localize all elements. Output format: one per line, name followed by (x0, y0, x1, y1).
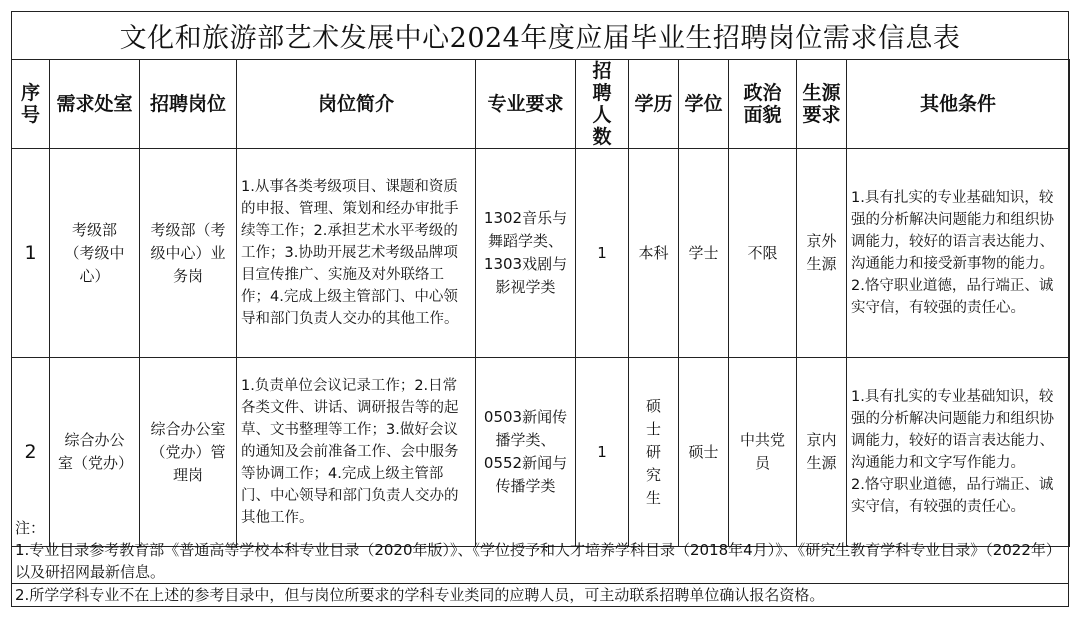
header-cell: 学位 (679, 60, 729, 149)
note-2: 2.所学学科专业不在上述的参考目录中，但与岗位所要求的学科专业类同的应聘人员，可主动联系招聘单位确认报名资格。 (11, 583, 1069, 606)
degree-cell: 硕士 (679, 358, 729, 547)
count-cell: 1 (576, 149, 629, 358)
political-cell: 不限 (729, 149, 797, 358)
table-header-row (12, 60, 1070, 149)
other-condition-2: 2.恪守职业道德，品行端正、诚实守信，有较强的责任心。 (851, 278, 1054, 316)
notes-label: 注： (15, 519, 46, 537)
header-cell: 政治面貌 (729, 60, 797, 149)
origin-cell: 京外生源 (797, 149, 847, 358)
recruitment-table (11, 59, 1070, 547)
header-cell: 学历 (629, 60, 679, 149)
notes-section (11, 515, 1069, 607)
other-condition-1: 1.具有扎实的专业基础知识，较强的分析解决问题能力和组织协调能力，较好的语言表达能力、沟通能力和文字写作能力。 (851, 389, 1054, 471)
note-1: 1.专业目录参考教育部《普通高等学校本科专业目录（2020年版）》、《学位授予和人才培养学科目录（2018年4月）》、《研究生教育学科专业目录》（2022年）以及研招网最新信息。 (15, 541, 1061, 581)
other-condition-1: 1.具有扎实的专业基础知识，较强的分析解决问题能力和组织协调能力，较好的语言表达能力、沟通能力和接受新事物的能力。 (851, 190, 1054, 272)
origin-cell: 京内生源 (797, 358, 847, 547)
post-cell: 综合办公室（党办）管理岗 (140, 358, 237, 547)
desc-cell: 1.从事各类考级项目、课题和资质的申报、管理、策划和经办审批手续等工作；2.承担艺术水平考级的工作；3.协助开展艺术考级品牌项目宣传推广、实施及对外联络工作；4.完成上级主管部门、中心领导和部门负责人交办的其他工作。 (237, 149, 476, 358)
desc-cell: 1.负责单位会议记录工作；2.日常各类文件、讲话、调研报告等的起草、文书整理等工作；3.做好会议的通知及会前准备工作、会中服务等协调工作；4.完成上级主管部门、中心领导和部门负责人交办的其他工作。 (237, 358, 476, 547)
other-condition-2: 2.恪守职业道德，品行端正、诚实守信，有较强的责任心。 (851, 477, 1054, 515)
dept-cell: 综合办公室（党办） (50, 358, 140, 547)
header-cell: 其他条件 (847, 60, 1070, 149)
table-row (12, 149, 1070, 358)
header-cell: 生源要求 (797, 60, 847, 149)
row-number: 1 (12, 149, 50, 358)
header-cell: 序号 (12, 60, 50, 149)
header-cell: 岗位简介 (237, 60, 476, 149)
dept-cell: 考级部（考级中心） (50, 149, 140, 358)
education-cell: 硕士研究生 (629, 358, 679, 547)
row-number: 2 (12, 358, 50, 547)
post-cell: 考级部（考级中心）业务岗 (140, 149, 237, 358)
page-title: 文化和旅游部艺术发展中心2024年度应届毕业生招聘岗位需求信息表 (11, 11, 1069, 60)
header-cell: 需求处室 (50, 60, 140, 149)
count-cell: 1 (576, 358, 629, 547)
major-cell: 1302音乐与舞蹈学类、1303戏剧与影视学类 (476, 149, 576, 358)
political-cell: 中共党员 (729, 358, 797, 547)
degree-cell: 学士 (679, 149, 729, 358)
header-cell: 招聘人数 (576, 60, 629, 149)
other-cell (847, 149, 1070, 358)
header-cell: 专业要求 (476, 60, 576, 149)
header-cell: 招聘岗位 (140, 60, 237, 149)
education-cell: 本科 (629, 149, 679, 358)
major-cell: 0503新闻传播学类、0552新闻与传播学类 (476, 358, 576, 547)
